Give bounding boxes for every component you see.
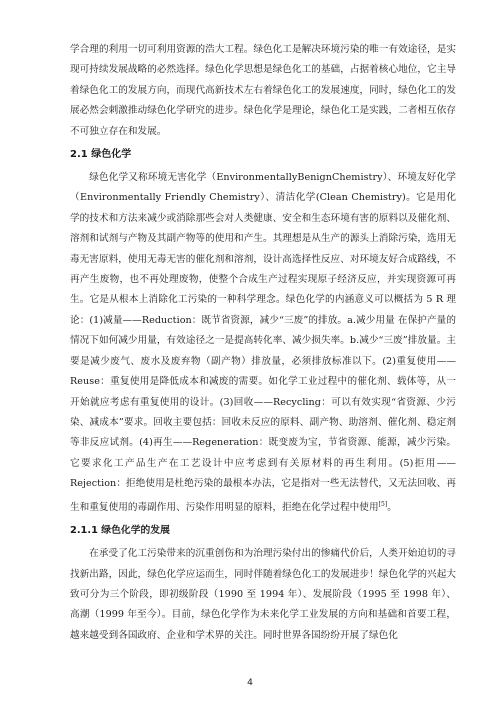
paragraph-development: 在承受了化工污染带来的沉重创伤和为治理污染付出的惨痛代价后，人类开始迫切的寻找新出路，因此，绿色化学应运而生，同时伴随着绿色化工的发展进步！绿色化学的兴起大致可分为三个阶段，即初级阶段（1990 至 1994 年）、发展阶段（1995 至 1998 年）、高潮（1999 年至今）。目前，绿色化学作为未来化学工业发展的方向和基础和首要工程，越来越受到各国政府、企业和学术界的关注。同时世界各国纷纷开展了绿色化 [70, 548, 456, 641]
paragraph-green-chemistry [70, 168, 456, 518]
citation-marker: [5] [378, 500, 388, 508]
page-number: 4 [247, 678, 253, 688]
paragraph-green-chemistry-text: 绿色化学又称环境无害化学（EnvironmentallyBenignChemistry）、环境友好化学（Environmentally Friendly Chemistry）、清洁化学(Clean Chemistry)。它是用化学的技术和方法来减少或消除那些会对人类健康、安全和生态环境有害的原料以及催化剂、溶剂和试剂与产物及其副产物等的使用和产生。其理想是从生产的源头上消除污染，选用无毒无害原料，使用无毒无害的催化剂和溶剂，设计高选择性反应、对环境友好合成路线，不再产生废物，也不再处理废物，使整个合成生产过程实现原子经济反应，并实现资源可再生。它是从根本上消除化工污染的一种科学理念。绿色化学的内涵意义可以概括为 5 R 理论：(1)减量——Reduction：既节省资源，减少“三废”的排放。a.减少用量 在保护产量的情况下如何减少用量，有效途径之一是提高转化率、减少损失率。b.减少“三废”排放量。主要是减少废气、废水及废弃物（副产物）排放量，必须排放标准以下。(2)重复使用——Reuse：重复使用是降低成本和减废的需要。如化学工业过程中的催化剂、载体等，从一开始就应考虑有重复使用的设计。(3)回收——Recycling：可以有效实现“省资源、少污染、减成本”要求。回收主要包括：回收未反应的原料、副产物、助溶剂、催化剂、稳定剂等非反应试剂。(4)再生——Regeneration：既变废为宝，节省资源、能源，减少污染。它要求化工产品生产在工艺设计中应考虑到有关原材料的再生利用。(5)拒用——Rejection：拒绝使用是杜绝污染的最根本办法，它是指对一些无法替代，又无法回收、再生和重复使用的毒副作用、污染作用明显的原料，拒绝在化学过程中使用 [70, 172, 456, 513]
paragraph-intro: 学合理的利用一切可利用资源的浩大工程。绿色化工是解决环境污染的唯一有效途径，是实现可持续发展战略的必然选择。绿色化学思想是绿色化工的基础，占据着核心地位，它主导着绿色化工的发展方向，而现代高新技术左右着绿色化工的发展速度，同时，绿色化工的发展必然会刺激推动绿色化学研究的进步。绿色化学是理论，绿色化工是实践，二者相互依存不可独立存在和发展。 [70, 44, 456, 137]
section-heading-2-1-1: 2.1.1 绿色化学的发展 [70, 525, 170, 537]
page-body [70, 40, 456, 646]
section-heading-2-1: 2.1 绿色化学 [70, 149, 132, 161]
paragraph-green-chemistry-end: 。 [387, 501, 397, 513]
